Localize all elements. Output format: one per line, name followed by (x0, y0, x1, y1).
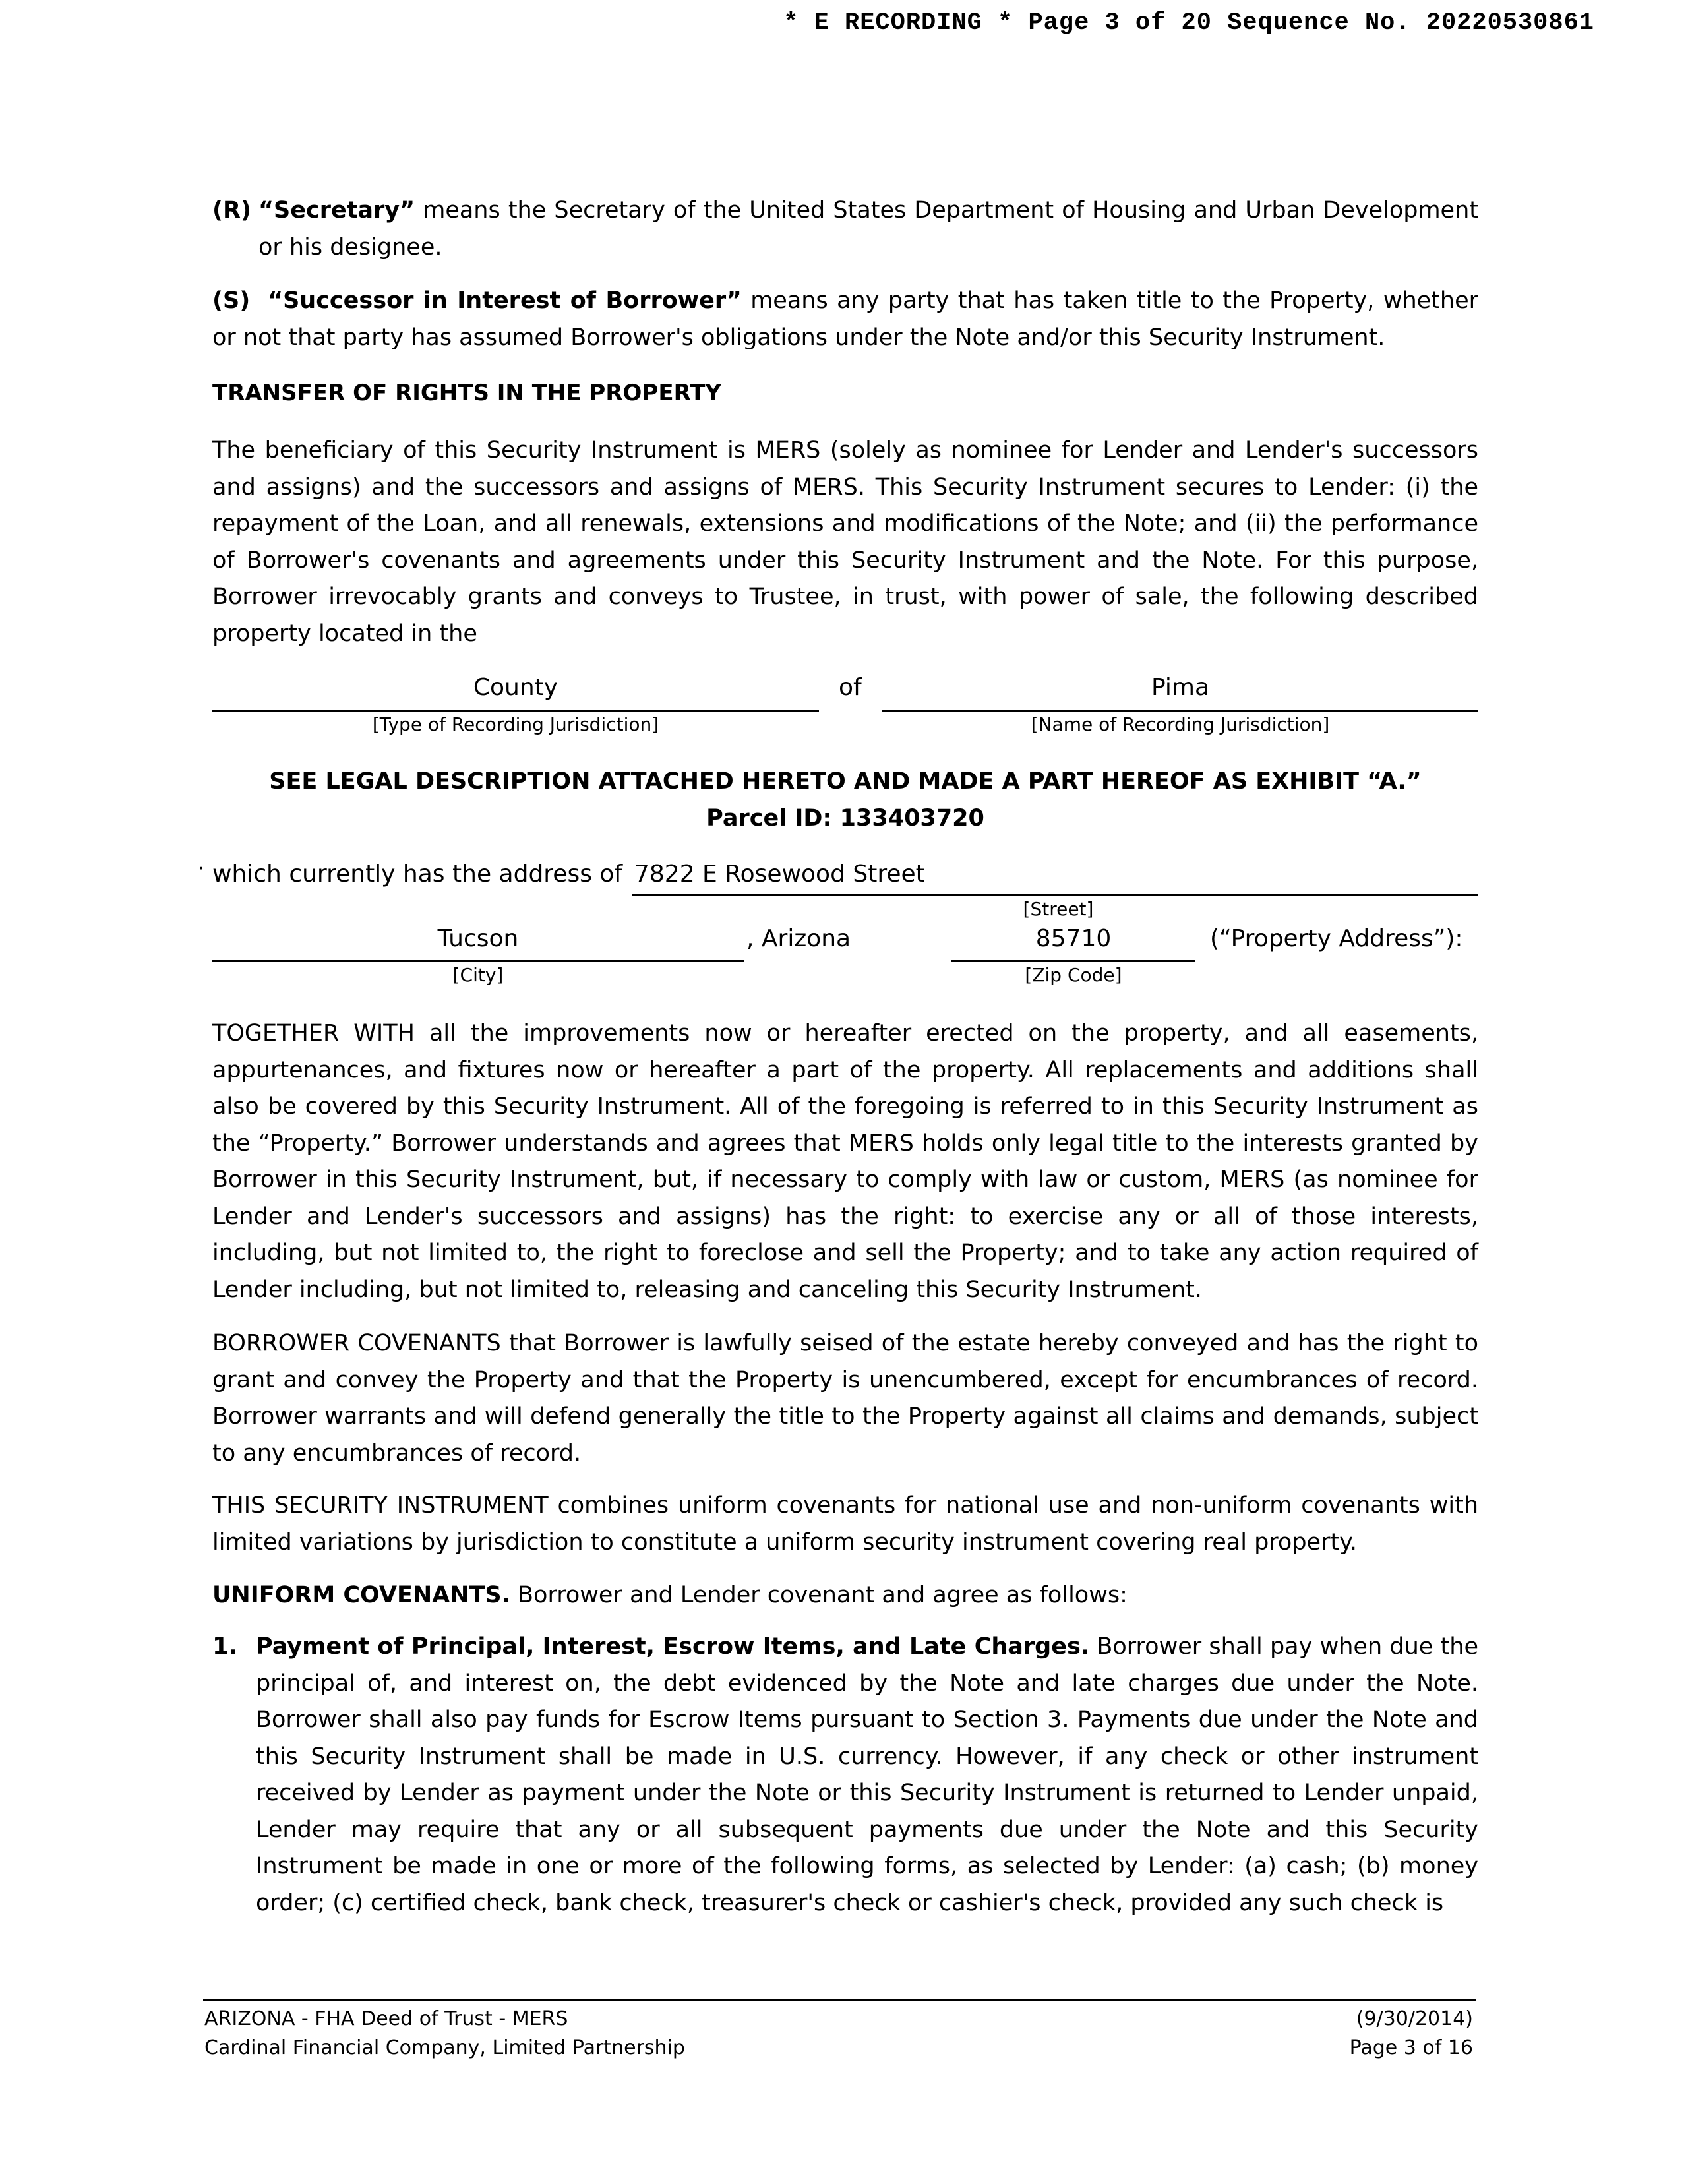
parcel-id: Parcel ID: 133403720 (706, 805, 984, 832)
city-value: Tucson (437, 925, 519, 952)
definition-s-text: means any party that has taken title to the Property, whether or not that party has assumed Borrower's obligations under the Note and/or this Security Instrument. (212, 288, 1478, 351)
footer-form-name: ARIZONA - FHA Deed of Trust - MERS (204, 2007, 568, 2030)
jurisdiction-name-value: Pima (1151, 674, 1210, 701)
item1-body (256, 1629, 1478, 1922)
borrower-covenants-paragraph: BORROWER COVENANTS that Borrower is lawfully seised of the estate hereby conveyed and has the right to grant and convey the Property and that the Property is unencumbered, except for encumbrances of record. Borrower warrants and will defend generally the title to the Property against all claims and demands, subject to any encumbrances of record. (212, 1330, 1478, 1467)
state-text: , Arizona (746, 925, 851, 952)
zip-value: 85710 (1035, 925, 1112, 952)
address-lead-text: which currently has the address of (212, 861, 623, 888)
legal-description (212, 763, 1478, 837)
street-rule (632, 894, 1478, 896)
footer-rule (203, 1999, 1476, 2001)
definition-r (258, 193, 1478, 266)
item1-title: Payment of Principal, Interest, Escrow Items, and Late Charges. (256, 1633, 1090, 1660)
definition-r-text: means the Secretary of the United States Department of Housing and Urban Development or his designee. (258, 197, 1478, 260)
legal-description-line1: SEE LEGAL DESCRIPTION ATTACHED HERETO AND MADE A PART HEREOF AS EXHIBIT “A.” (269, 768, 1422, 795)
transfer-paragraph: The beneficiary of this Security Instrument is MERS (solely as nominee for Lender and Lender's successors and assigns) and the successors and assigns of MERS. This Security Instrument secures to Lender: (i) the repayment of the Loan, and all renewals, extensions and modifications of the Note; and (ii) the performance of Borrower's covenants and agreements under this Security Instrument and the Note. For this purpose, Borrower irrevocably grants and conveys to Trustee, in trust, with power of sale, the following described property located in the (212, 437, 1478, 647)
zip-rule (951, 960, 1195, 962)
jurisdiction-type-caption: [Type of Recording Jurisdiction] (372, 713, 659, 735)
jurisdiction-of-word: of (839, 674, 862, 701)
uniform-covenants-label: UNIFORM COVENANTS. (212, 1582, 510, 1608)
recording-stamp: * E RECORDING * Page 3 of 20 Sequence No. 20220530861 (783, 9, 1594, 37)
together-with-paragraph: TOGETHER WITH all the improvements now or hereafter erected on the property, and all easements, appurtenances, and fixtures now or hereafter a part of the property. All replacements and additions shall also be covered by this Security Instrument. All of the foregoing is referred to in this Security Instrument as the “Property.” Borrower understands and agrees that MERS holds only legal title to the interests granted by Borrower in this Security Instrument, but, if necessary to comply with law or custom, MERS (as nominee for Lender and Lender's successors and assigns) has the right: to exercise any or all of those interests, including, but not limited to, the right to foreclose and sell the Property; and to take any action required of Lender including, but not limited to, releasing and canceling this Security Instrument. (212, 1020, 1478, 1303)
transfer-heading: TRANSFER OF RIGHTS IN THE PROPERTY (212, 380, 722, 406)
jurisdiction-type-value: County (473, 674, 558, 701)
street-value: 7822 E Rosewood Street (634, 861, 925, 888)
definition-r-label: (R) (212, 197, 251, 224)
property-address-label: (“Property Address”): (1210, 925, 1463, 952)
item1-number: 1. (212, 1633, 238, 1660)
footer-right (1350, 2005, 1473, 2063)
item1-text: Borrower shall pay when due the principal of, and interest on, the debt evidenced by the Note and late charges due under the Note. Borrower shall also pay funds for Escrow Items pursuant to Section 3. Payments due under the Note and this Security Instrument shall be made in U.S. currency. However, if any check or other instrument received by Lender as payment under the Note or this Security Instrument is returned to Lender unpaid, Lender may require that any or all subsequent payments due under the Note and this Security Instrument be made in one or more of the following forms, as selected by Lender: (a) cash; (b) money order; (c) certified check, bank check, treasurer's check or cashier's check, provided any such check is (256, 1633, 1479, 1916)
city-rule (212, 960, 744, 962)
uniform-covenants-text: Borrower and Lender covenant and agree as follows: (510, 1582, 1128, 1608)
definition-s (212, 283, 1478, 356)
footer-page-number: Page 3 of 16 (1349, 2036, 1473, 2059)
definition-s-label: (S) (212, 288, 251, 314)
security-instrument-paragraph: THIS SECURITY INSTRUMENT combines uniform covenants for national use and non-uniform covenants with limited variations by jurisdiction to constitute a uniform security instrument covering real property. (212, 1492, 1478, 1556)
uniform-covenants (212, 1577, 1478, 1614)
jurisdiction-type-rule (212, 710, 819, 712)
street-caption: [Street] (1023, 898, 1094, 920)
jurisdiction-name-rule (882, 710, 1478, 712)
footer-date: (9/30/2014) (1356, 2007, 1473, 2030)
jurisdiction-name-caption: [Name of Recording Jurisdiction] (1031, 713, 1330, 735)
definition-s-term: “Successor in Interest of Borrower” (268, 288, 742, 314)
footer-left (204, 2005, 685, 2063)
city-caption: [City] (452, 964, 504, 986)
footer-company: Cardinal Financial Company, Limited Partnership (204, 2036, 685, 2059)
zip-caption: [Zip Code] (1025, 964, 1122, 986)
definition-r-term: “Secretary” (258, 197, 415, 224)
margin-mark: · (198, 857, 204, 880)
